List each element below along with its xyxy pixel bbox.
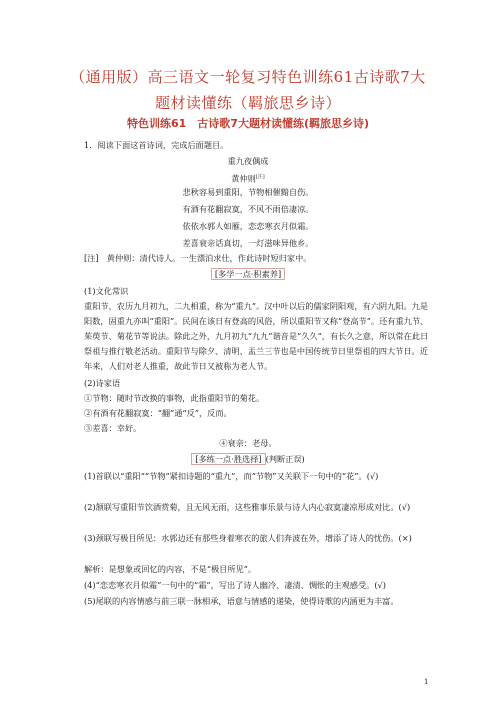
poem-line-1: 悲秋容易到重阳，节物相催黯自伤。 — [182, 187, 314, 197]
poem-line-3: 依依水郭人如雁，恋恋寒衣月似霜。 — [182, 221, 314, 231]
section-tag-learn — [0, 267, 496, 281]
judge-item-2: (2)颔联写重阳节饮酒赏菊，且无风无雨，这些雅事乐景与诗人内心寂寞凄凉形成对比。(√) — [84, 502, 411, 512]
poem-note: [注] 黄仲则：清代诗人。一生漂泊求仕，作此诗时短归家中。 — [84, 253, 312, 263]
judge-item-5: (5)尾联的内容情感与前三联一脉相承，语意与情感的递染，使得诗歌的内涵更为丰富。 — [84, 596, 399, 606]
judge-item-3: (3)颈联写极目所见：水郭边还有那些身着寒衣的旅人们奔波在外，增添了诗人的忧伤。(×) — [84, 533, 412, 543]
culture-heading: (1)文化常识 — [84, 286, 129, 296]
judge-explanation: 解析：是想象或回忆的内容，不是“极目所见”。 — [84, 564, 257, 574]
section-tag-practice — [0, 452, 496, 466]
judge-item-1: (1)首联以“重阳”“节物”紧扣诗题的“重九”，而“节物”又关联下一句中的“花”。(√) — [84, 471, 379, 481]
section-tag-practice-label: [多练一点·胜选择] — [191, 453, 265, 465]
training-subtitle: 特色训练61 古诗歌7大题材读懂练(羁旅思乡诗) — [126, 117, 369, 130]
poetic-term-2: ②有酒有花翻寂寞：“翻”通“反”，反而。 — [84, 408, 232, 418]
poetic-term-4: ④衰亲：老母。 — [219, 438, 277, 448]
poetic-term-1: ①节物：随时节改换的事物，此指重阳节的菊花。 — [84, 393, 265, 403]
poem-author-note: [注] — [255, 174, 265, 180]
judge-item-4: (4)“恋恋寒衣月似霜”一句中的“霜”，写出了诗人幽冷、凄清、惆怅的主观感受。(√) — [84, 580, 386, 590]
page-number: 1 — [424, 678, 429, 686]
poem-title: 重九夜偶成 — [227, 156, 269, 166]
poem-author-name: 黄仲则 — [231, 173, 256, 184]
question-prompt: 1．阅读下面这首诗词，完成后面题目。 — [84, 140, 229, 150]
culture-paragraph: 重阳节，农历九月初九，二九相重，称为“重九”。汉中叶以后的儒家阴阳观，有六阴九阳。九是阳数，固重九亦叫“重阳”。民间在该日有登高的风俗，所以重阳节又称“登高节”。还有重九节、茱萸节、菊花节等说法。除此之外，九月初九“九九”谐音是“久久”，有长久之意，所以常在此日祭祖与推行敬老活动。重阳节与除夕、清明、盂兰三节也是中国传统节日里祭祖的四大节日。近年来，人们对老人推重，故此节日又被称为老人节。 — [84, 301, 429, 371]
poetic-terms-heading: (2)诗家语 — [84, 378, 121, 388]
poem-line-2: 有酒有花翻寂寞，不风不雨倍凄凉。 — [182, 204, 314, 214]
document-title: （通用版）高三语文一轮复习特色训练61古诗歌7大题材读懂练（羁旅思乡诗） — [70, 68, 426, 112]
section-tag-practice-suffix: (判断正误) — [265, 454, 305, 464]
poetic-term-3: ③差喜：幸好。 — [84, 423, 142, 433]
section-tag-learn-label: [多学一点·积素养] — [211, 268, 285, 280]
poem-line-4: 差喜衰亲话真切，一灯滋味异他乡。 — [182, 238, 314, 248]
poem-author — [0, 170, 496, 186]
